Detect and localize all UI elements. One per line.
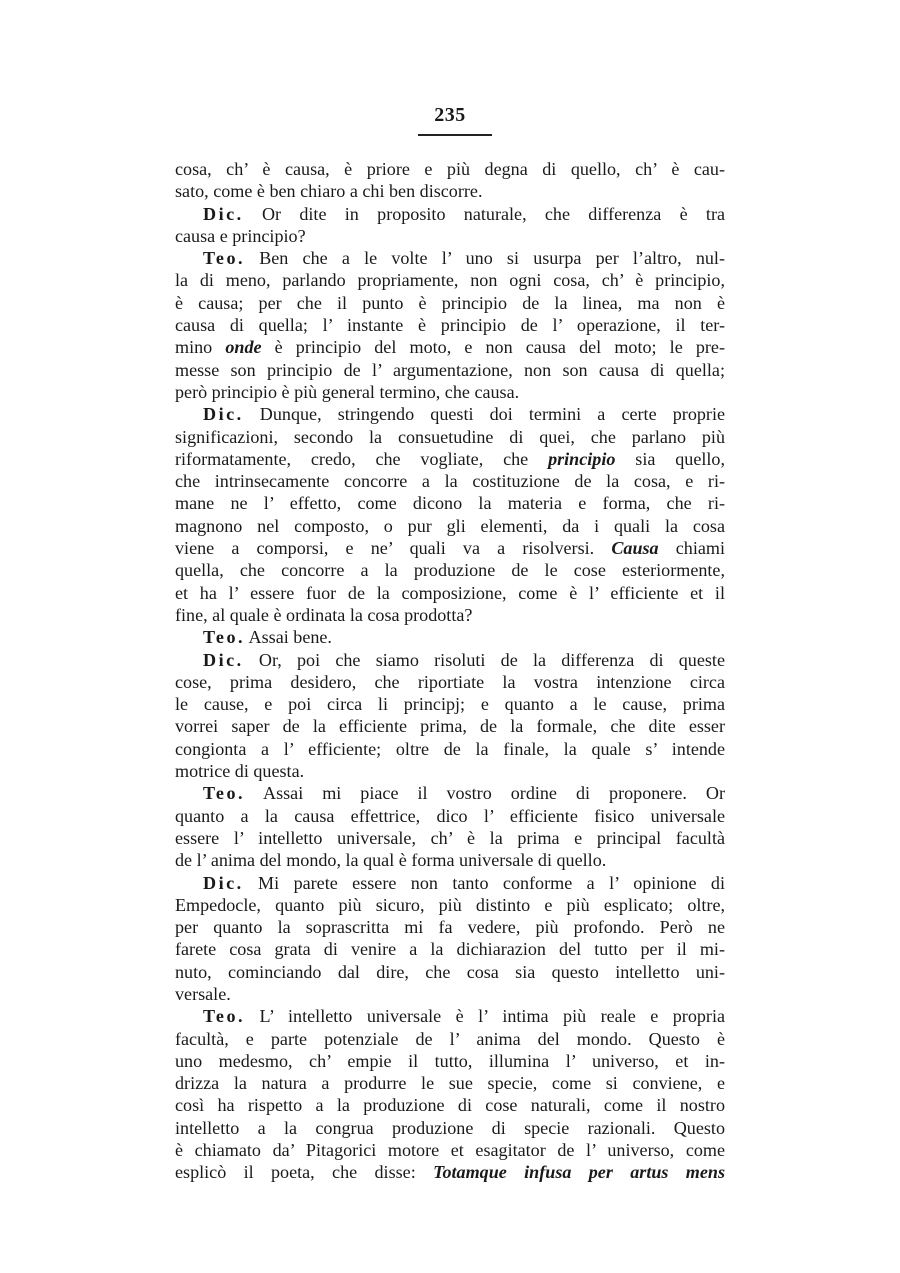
text-line bbox=[175, 403, 725, 425]
line-text: Ben che a le volte l’ uno si usurpa per l’altro, nul- bbox=[245, 248, 725, 269]
line-text: Or, poi che siamo risoluti de la differenza di queste bbox=[243, 649, 725, 670]
line-text: mino bbox=[175, 337, 226, 358]
text-line bbox=[175, 203, 725, 225]
text-line bbox=[175, 470, 725, 492]
speaker-label: Teo. bbox=[203, 627, 246, 648]
italic-term: principio bbox=[548, 448, 616, 469]
text-line bbox=[175, 582, 725, 604]
speaker-label: Dic. bbox=[203, 872, 244, 893]
text-line bbox=[175, 515, 725, 537]
line-text: et ha l’ essere fuor de la composizione, come è l’ efficiente et il bbox=[175, 582, 725, 603]
line-text: magnono nel composto, o pur gli elementi, da i quali la cosa bbox=[175, 515, 725, 536]
line-text: Assai bene. bbox=[245, 627, 332, 648]
speaker-label: Teo. bbox=[203, 1006, 246, 1027]
text-line bbox=[175, 336, 725, 358]
line-text: così ha rispetto a la produzione di cose naturali, come il nostro bbox=[175, 1095, 725, 1116]
italic-term: Totamque infusa per artus mens bbox=[433, 1162, 726, 1183]
line-text: viene a comporsi, e ne’ quali va a risolversi. bbox=[175, 538, 612, 559]
text-line bbox=[175, 1028, 725, 1050]
line-text: versale. bbox=[175, 983, 231, 1004]
text-line bbox=[175, 894, 725, 916]
line-text: quanto a la causa effettrice, dico l’ efficiente fisico universale bbox=[175, 805, 725, 826]
text-line bbox=[175, 559, 725, 581]
text-line bbox=[175, 805, 725, 827]
text-line bbox=[175, 961, 725, 983]
text-line bbox=[175, 292, 725, 314]
line-text: causa di quella; l’ instante è principio de l’ operazione, il ter- bbox=[175, 315, 725, 336]
italic-term: Causa bbox=[611, 538, 659, 559]
line-text-continued: chiami bbox=[658, 538, 725, 559]
text-line bbox=[175, 1094, 725, 1116]
line-text: nuto, cominciando dal dire, che cosa sia questo intelletto uni- bbox=[175, 961, 725, 982]
text-line bbox=[175, 426, 725, 448]
line-text: cosa, ch’ è causa, è priore e più degna di quello, ch’ è cau- bbox=[175, 159, 725, 179]
text-line bbox=[175, 671, 725, 693]
text-line bbox=[175, 626, 725, 648]
line-text: la di meno, parlando propriamente, non ogni cosa, ch’ è principio, bbox=[175, 270, 725, 291]
text-line bbox=[175, 983, 725, 1005]
text-line bbox=[175, 782, 725, 804]
line-text: congionta a l’ efficiente; oltre de la finale, la quale s’ intende bbox=[175, 738, 725, 759]
line-text: farete cosa grata di venire a la dichiarazion del tutto per il mi- bbox=[175, 939, 725, 960]
line-text: vorrei saper de la efficiente prima, de la formale, che dite esser bbox=[175, 716, 725, 737]
text-line bbox=[175, 1005, 725, 1027]
line-text: significazioni, secondo la consuetudine di quei, che parlano più bbox=[175, 426, 725, 447]
line-text: uno medesmo, ch’ empie il tutto, illumina l’ universo, et in- bbox=[175, 1050, 725, 1071]
text-line bbox=[175, 827, 725, 849]
line-text: essere l’ intelletto universale, ch’ è la prima e principal facultà bbox=[175, 827, 725, 848]
text-line bbox=[175, 381, 725, 403]
line-text: le cause, e poi circa li principj; e quanto a le cause, prima bbox=[175, 694, 725, 715]
line-text: per quanto la soprascritta mi fa vedere, più profondo. Però ne bbox=[175, 917, 725, 938]
line-text: è chiamato da’ Pitagorici motore et esagitator de l’ universo, come bbox=[175, 1140, 725, 1161]
text-line bbox=[175, 269, 725, 291]
text-line bbox=[175, 448, 725, 470]
text-line bbox=[175, 180, 725, 202]
text-line bbox=[175, 649, 725, 671]
line-text: Mi parete essere non tanto conforme a l’ opinione di bbox=[243, 872, 725, 893]
text-line bbox=[175, 872, 725, 894]
body-text bbox=[175, 158, 725, 1184]
text-line bbox=[175, 1139, 725, 1161]
text-line bbox=[175, 1050, 725, 1072]
line-text: riformatamente, credo, che vogliate, che bbox=[175, 448, 549, 469]
text-line bbox=[175, 738, 725, 760]
line-text: mane ne l’ effetto, come dicono la materia e forma, che ri- bbox=[175, 493, 725, 514]
line-text: è causa; per che il punto è principio de la linea, ma non è bbox=[175, 292, 725, 313]
line-text: sato, come è ben chiaro a chi ben discorre. bbox=[175, 181, 483, 202]
text-line bbox=[175, 247, 725, 269]
line-text: esplicò il poeta, che disse: bbox=[175, 1162, 434, 1183]
line-text: cose, prima desidero, che riportiate la vostra intenzione circa bbox=[175, 671, 725, 692]
speaker-label: Teo. bbox=[203, 783, 246, 804]
line-text: Empedocle, quanto più sicuro, più distinto e più esplicato; oltre, bbox=[175, 894, 725, 915]
speaker-label: Dic. bbox=[203, 649, 244, 670]
speaker-label: Teo. bbox=[203, 248, 246, 269]
line-text: L’ intelletto universale è l’ intima più reale e propria bbox=[245, 1006, 725, 1027]
text-line bbox=[175, 760, 725, 782]
text-line bbox=[175, 225, 725, 247]
italic-term: onde bbox=[225, 337, 262, 358]
text-line bbox=[175, 1161, 725, 1183]
line-text: quella, che concorre a la produzione de le cose esteriormente, bbox=[175, 560, 725, 581]
text-line bbox=[175, 693, 725, 715]
line-text-continued: è principio del moto, e non causa del moto; le pre- bbox=[261, 337, 725, 358]
text-line bbox=[175, 492, 725, 514]
line-text: che intrinsecamente concorre a la costituzione de la cosa, e ri- bbox=[175, 471, 725, 492]
text-line bbox=[175, 537, 725, 559]
line-text: fine, al quale è ordinata la cosa prodotta? bbox=[175, 604, 473, 625]
text-line bbox=[175, 916, 725, 938]
line-text: Assai mi piace il vostro ordine di proponere. Or bbox=[245, 783, 725, 804]
text-line bbox=[175, 715, 725, 737]
speaker-label: Dic. bbox=[203, 404, 244, 425]
text-line bbox=[175, 1072, 725, 1094]
line-text: messe son principio de l’ argumentazione, non son causa di quella; bbox=[175, 359, 725, 380]
line-text: intelletto a la congrua produzione di specie razionali. Questo bbox=[175, 1117, 725, 1138]
line-text: causa e principio? bbox=[175, 225, 306, 246]
line-text: drizza la natura a produrre le sue specie, come si conviene, e bbox=[175, 1073, 725, 1094]
line-text: de l’ anima del mondo, la qual è forma universale di quello. bbox=[175, 850, 607, 871]
line-text-continued: sia quello, bbox=[615, 448, 725, 469]
page-number: 235 bbox=[434, 104, 466, 126]
text-line bbox=[175, 849, 725, 871]
line-text: però principio è più general termino, che causa. bbox=[175, 381, 520, 402]
text-line bbox=[175, 1117, 725, 1139]
line-text: Or dite in proposito naturale, che differenza è tra bbox=[243, 203, 725, 224]
line-text: Dunque, stringendo questi doi termini a certe proprie bbox=[243, 404, 725, 425]
speaker-label: Dic. bbox=[203, 203, 244, 224]
text-line bbox=[175, 314, 725, 336]
header-rule bbox=[418, 134, 492, 136]
line-text: facultà, e parte potenziale de l’ anima del mondo. Questo è bbox=[175, 1028, 725, 1049]
line-text: motrice di questa. bbox=[175, 761, 305, 782]
text-line bbox=[175, 604, 725, 626]
text-line bbox=[175, 359, 725, 381]
text-line bbox=[175, 938, 725, 960]
text-line bbox=[175, 158, 725, 180]
